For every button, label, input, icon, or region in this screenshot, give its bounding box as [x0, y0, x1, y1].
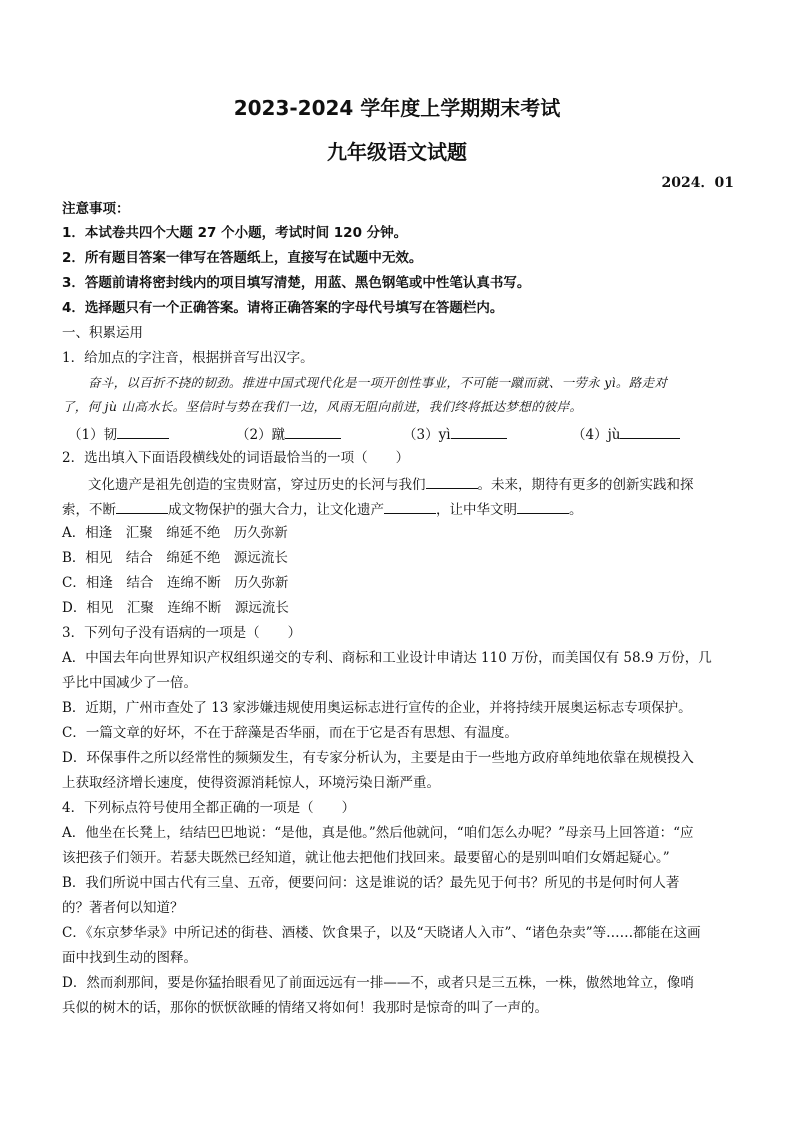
answer-blank[interactable]	[117, 424, 169, 439]
option[interactable]: C．一篇文章的好坏，不在于辞藻是否华丽，而在于它是否有思想、有温度。	[62, 725, 518, 741]
option-continuation: 该把孩子们领开。若瑟夫既然已经知道，就让他去把他们找回来。最要留心的是别叫咱们女婿起疑心。”	[62, 850, 670, 866]
answer-blank[interactable]	[285, 424, 341, 439]
option-continuation: 上获取经济增长速度，使得资源消耗惊人，环境污染日渐严重。	[62, 775, 440, 791]
question-1-passage: 了，何 jù 山高水长。坚信时与势在我们一边，风雨无阻向前进，我们终将抵达梦想的彼岸。	[62, 399, 583, 414]
option[interactable]: D．环保事件之所以经常性的频频发生，有专家分析认为，主要是由于一些地方政府单纯地依靠在规模投入	[62, 750, 694, 766]
stem-text: 3．下列句子没有语病的一项是（	[62, 625, 260, 641]
question-1-item	[403, 424, 507, 444]
option-continuation: 面中找到生动的图释。	[62, 950, 197, 966]
question-2-paragraph	[88, 474, 694, 494]
option-continuation: 乎比中国减少了一倍。	[62, 675, 197, 691]
exam-subtitle: 九年级语文试题	[327, 140, 467, 164]
paragraph-text: ，让中华文明	[436, 502, 517, 518]
exam-title: 2023-2024 学年度上学期期末考试	[233, 96, 561, 120]
option[interactable]: C．相逢 结合 连绵不断 历久弥新	[62, 575, 289, 591]
section-title: 一、积累运用	[62, 325, 143, 341]
stem-end: ）	[341, 800, 356, 816]
stem-text: 2．选出填入下面语段横线处的词语最恰当的一项（	[62, 450, 368, 466]
option[interactable]: A．他坐在长凳上，结结巴巴地说：“是他，真是他。”然后他就问，“咱们怎么办呢？”母亲马上回答道：“应	[62, 825, 694, 841]
stem-end: ）	[395, 450, 410, 466]
item-label: （2）蹴	[236, 427, 286, 443]
notes-heading: 注意事项：	[62, 201, 130, 217]
answer-blank[interactable]	[517, 499, 569, 514]
paragraph-text: 成文物保护的强大合力，让文化遗产	[168, 502, 384, 518]
paragraph-text: 。未来，期待有更多的创新实践和探	[477, 477, 694, 493]
option[interactable]: D．然而刹那间，要是你猛抬眼看见了前面远远有一排——不，或者只是三五株，一株，傲然地耸立，像哨	[62, 975, 694, 991]
item-label: （1）韧	[68, 427, 118, 443]
question-1-passage: 奋斗，以百折不挠的韧劲。推进中国式现代化是一项开创性事业，不可能一蹴而就、一劳永 yì。路走对	[88, 375, 668, 390]
paragraph-text: 。	[569, 502, 583, 518]
note-item: 4．选择题只有一个正确答案。请将正确答案的字母代号填写在答题栏内。	[62, 300, 504, 316]
note-item: 1．本试卷共四个大题 27 个小题，考试时间 120 分钟。	[62, 225, 408, 241]
option[interactable]: D．相见 汇聚 连绵不断 源远流长	[62, 600, 289, 616]
question-1-item	[68, 424, 169, 444]
option[interactable]: C．《东京梦华录》中所记述的街巷、酒楼、饮食果子，以及“天晓诸人入市”、“诸色杂卖”等……都能在这画	[62, 925, 701, 941]
item-label: （3）yì	[403, 427, 451, 443]
option[interactable]: A．中国去年向世界知识产权组织递交的专利、商标和工业设计申请达 110 万份，而美国仅有 58.9 万份，几	[62, 650, 712, 666]
item-label: （4）jù	[572, 427, 621, 443]
answer-blank[interactable]	[620, 424, 680, 439]
answer-blank[interactable]	[426, 474, 478, 489]
question-1-item	[236, 424, 341, 444]
note-item: 2．所有题目答案一律写在答题纸上，直接写在试题中无效。	[62, 250, 423, 266]
option[interactable]: B．相见 结合 绵延不绝 源远流长	[62, 550, 288, 566]
question-2-paragraph	[62, 499, 583, 519]
stem-text: 4．下列标点符号使用全都正确的一项是（	[62, 800, 314, 816]
paragraph-text: 文化遗产是祖先创造的宝贵财富，穿过历史的长河与我们	[88, 477, 426, 493]
question-4-stem	[62, 799, 355, 817]
option[interactable]: A．相逢 汇聚 绵延不绝 历久弥新	[62, 525, 288, 541]
answer-blank[interactable]	[384, 499, 436, 514]
paragraph-text: 索，不断	[62, 502, 116, 518]
answer-blank[interactable]	[116, 499, 168, 514]
stem-end: ）	[287, 625, 302, 641]
question-1-stem: 1．给加点的字注音，根据拼音写出汉字。	[62, 350, 314, 366]
question-1-item	[572, 424, 680, 444]
answer-blank[interactable]	[451, 424, 507, 439]
option[interactable]: B．我们所说中国古代有三皇、五帝，便要问问：这是谁说的话？最先见于何书？所见的书是何时何人著	[62, 875, 680, 891]
exam-date: 2024．01	[661, 175, 734, 191]
note-item: 3．答题前请将密封线内的项目填写清楚，用蓝、黑色钢笔或中性笔认真书写。	[62, 275, 531, 291]
question-2-stem	[62, 449, 409, 467]
question-3-stem	[62, 624, 301, 642]
option[interactable]: B．近期，广州市查处了 13 家涉嫌违规使用奥运标志进行宣传的企业，并将持续开展奥运标志专项保护。	[62, 700, 692, 716]
option-continuation: 兵似的树木的话，那你的恹恹欲睡的情绪又将如何！我那时是惊奇的叫了一声的。	[62, 1000, 548, 1016]
option-continuation: 的？著者何以知道？	[62, 900, 184, 916]
